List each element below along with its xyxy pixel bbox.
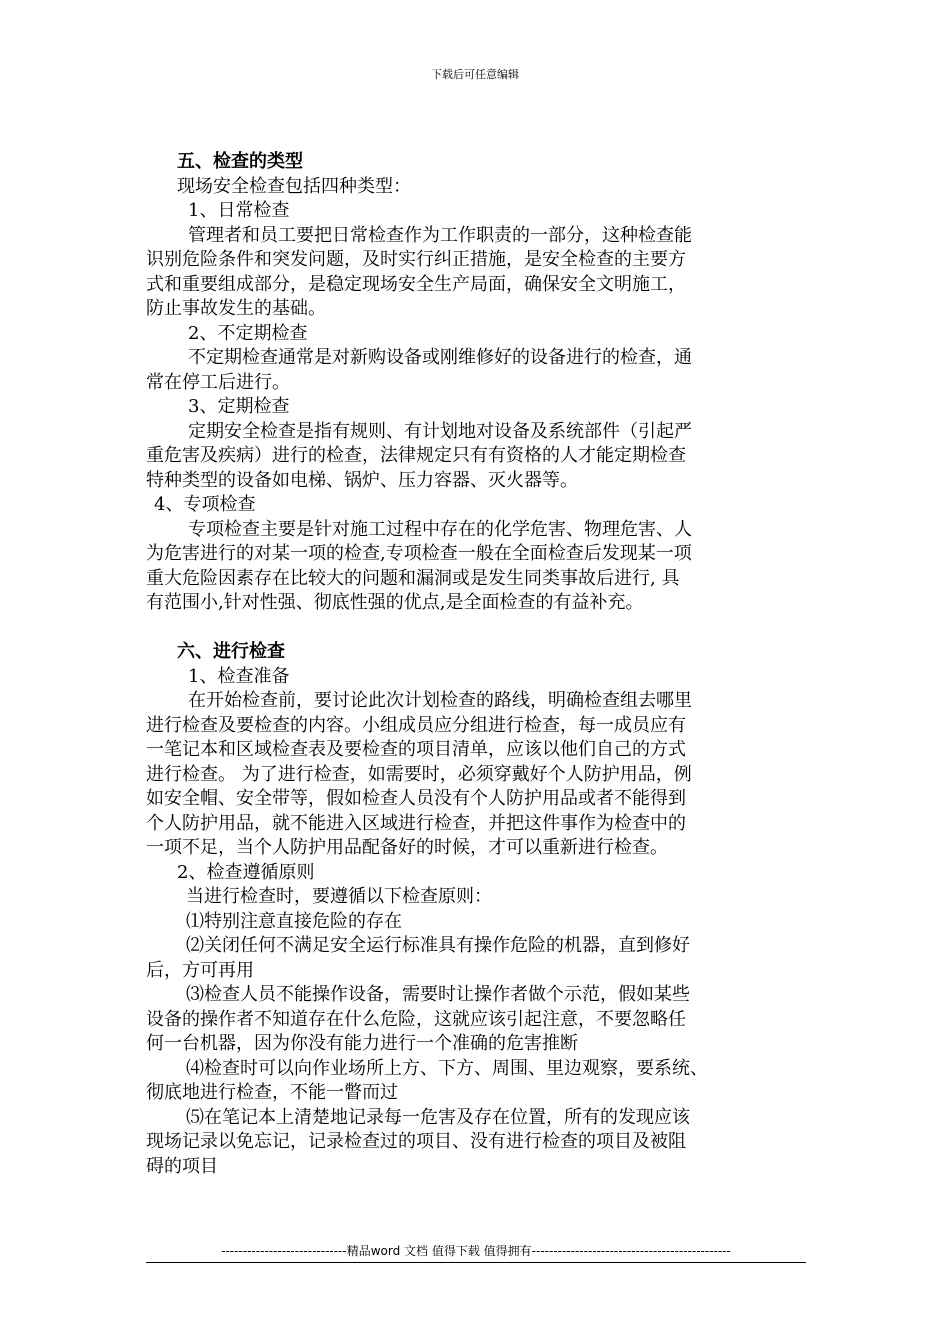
principle-line: ⑴特别注意直接危险的存在 <box>186 910 402 932</box>
paragraph-line: 一项不足，当个人防护用品配备好的时候，才可以重新进行检查。 <box>146 837 668 858</box>
paragraph-line: 常在停工后进行。 <box>146 371 290 393</box>
paragraph-line: 现场安全检查包括四种类型： <box>177 175 411 197</box>
section-heading: 六、进行检查 <box>177 641 285 662</box>
paragraph-line: 不定期检查通常是对新购设备或刚维修好的设备进行的检查，通 <box>188 347 692 368</box>
paragraph-line: 进行检查及要检查的内容。小组成员应分组进行检查，每一成员应有 <box>146 714 686 736</box>
paragraph-line: 重大危险因素存在比较大的问题和漏洞或是发生同类事故后进行, 具 <box>146 567 680 589</box>
section-heading: 五、检查的类型 <box>177 151 303 172</box>
subsection-heading: 2、不定期检查 <box>188 322 308 344</box>
document-body <box>146 150 806 1179</box>
principle-line: ⑵关闭任何不满足安全运行标准具有操作危险的机器，直到修好 <box>186 935 690 956</box>
paragraph-line: 当进行检查时，要遵循以下检查原则： <box>186 886 492 907</box>
paragraph-line: 特种类型的设备如电梯、锅炉、压力容器、灭火器等。 <box>146 469 578 491</box>
paragraph-line: 在开始检查前，要讨论此次计划检查的路线，明确检查组去哪里 <box>188 690 692 711</box>
subsection-heading: 3、定期检查 <box>188 396 290 417</box>
blank-line <box>146 616 806 641</box>
paragraph-line: 重危害及疾病）进行的检查，法律规定只有有资格的人才能定期检查 <box>146 445 686 466</box>
paragraph-line: 一笔记本和区域检查表及要检查的项目清单，应该以他们自己的方式 <box>146 739 686 760</box>
footer-rule <box>146 1262 806 1263</box>
paragraph-line: 专项检查主要是针对施工过程中存在的化学危害、物理危害、人 <box>188 518 692 540</box>
principle-line: ⑶检查人员不能操作设备，需要时让操作者做个示范，假如某些 <box>186 984 690 1005</box>
paragraph-line: 式和重要组成部分，是稳定现场安全生产局面，确保安全文明施工， <box>146 273 686 295</box>
subsection-heading: 2、检查遵循原则 <box>177 861 315 883</box>
principle-line: 何一台机器，因为你没有能力进行一个准确的危害推断 <box>146 1033 578 1054</box>
paragraph-line: 进行检查。 为了进行检查，如需要时，必须穿戴好个人防护用品，例 <box>146 763 692 785</box>
principle-line: ⑷检查时可以向作业场所上方、下方、周围、里边观察，要系统、 <box>186 1057 708 1079</box>
paragraph-line: 定期安全检查是指有规则、有计划地对设备及系统部件（引起严 <box>188 420 692 442</box>
paragraph-line: 管理者和员工要把日常检查作为工作职责的一部分，这种检查能 <box>188 224 692 246</box>
principle-line: 碍的项目 <box>146 1155 218 1177</box>
page-footer: -----------------------------精品word 文档 值得下载 值得拥有---------------------------------------------- <box>221 1244 731 1258</box>
principle-line: ⑸在笔记本上清楚地记录每一危害及存在位置，所有的发现应该 <box>186 1106 690 1128</box>
principle-line: 彻底地进行检查，不能一瞥而过 <box>146 1082 398 1103</box>
paragraph-line: 个人防护用品，就不能进入区域进行检查，并把这件事作为检查中的 <box>146 812 686 834</box>
subsection-heading: 4、专项检查 <box>154 494 256 515</box>
paragraph-line: 有范围小,针对性强、彻底性强的优点,是全面检查的有益补充。 <box>146 592 644 613</box>
principle-line: 后，方可再用 <box>146 959 254 981</box>
principle-line: 现场记录以免忘记，记录检查过的项目、没有进行检查的项目及被阻 <box>146 1131 686 1152</box>
paragraph-line: 为危害进行的对某一项的检查,专项检查一般在全面检查后发现某一项 <box>146 543 692 564</box>
subsection-heading: 1、日常检查 <box>188 200 290 221</box>
paragraph-line: 防止事故发生的基础。 <box>146 298 326 319</box>
subsection-heading: 1、检查准备 <box>188 665 290 687</box>
paragraph-line: 识别危险条件和突发问题，及时实行纠正措施，是安全检查的主要方 <box>146 249 686 270</box>
page-header: 下载后可任意编辑 <box>431 68 519 81</box>
paragraph-line: 如安全帽、安全带等，假如检查人员没有个人防护用品或者不能得到 <box>146 788 686 809</box>
principle-line: 设备的操作者不知道存在什么危险，这就应该引起注意，不要忽略任 <box>146 1008 686 1030</box>
